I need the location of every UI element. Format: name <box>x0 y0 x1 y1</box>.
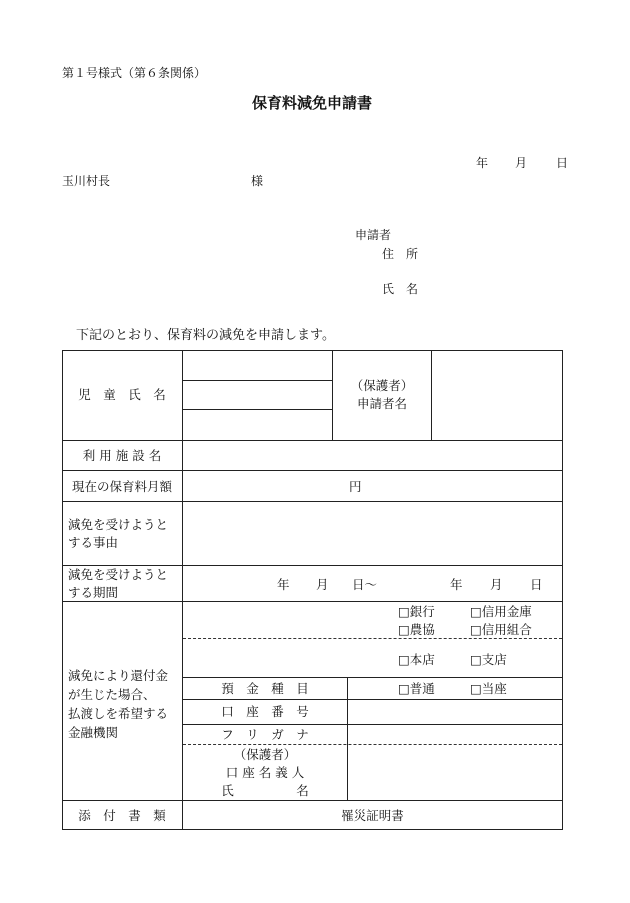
date-day: 日 <box>556 156 569 170</box>
period-label-1: 減免を受けようと <box>68 567 169 582</box>
branch-main-checkbox[interactable]: □本店 <box>398 652 435 667</box>
addressee: 玉川村長 <box>62 174 111 188</box>
intro-text: 下記のとおり、保育料の減免を申請します。 <box>76 328 335 343</box>
account-number-label: 口 座 番 号 <box>221 704 309 719</box>
deposit-type-label: 預 金 種 目 <box>221 681 309 696</box>
bank-label-3: 払渡しを希望する <box>68 706 169 721</box>
bank-label-2: が生じた場合、 <box>68 687 156 702</box>
bank-type-nokyo-checkbox[interactable]: □農協 <box>398 622 435 637</box>
period-year-end: 年 <box>450 577 463 592</box>
furigana-label: フ リ ガ ナ <box>221 727 309 742</box>
bank-label-1: 減免により還付金 <box>68 668 169 683</box>
guardian-label-1: （保護者） <box>350 378 414 393</box>
applicant-address-label: 住 所 <box>382 247 419 261</box>
child-name-label: 児 童 氏 名 <box>78 387 166 402</box>
branch-sub-checkbox[interactable]: □支店 <box>470 652 507 667</box>
current-fee-label: 現在の保育料月額 <box>71 479 172 494</box>
period-day-end: 日 <box>530 577 543 592</box>
period-label-2: する期間 <box>68 585 119 600</box>
facility-label: 利 用 施 設 名 <box>82 448 162 463</box>
reason-label-2: する事由 <box>68 535 119 550</box>
bank-type-shinkumi-checkbox[interactable]: □信用組合 <box>470 622 532 637</box>
honorific: 様 <box>251 174 264 188</box>
yen-unit: 円 <box>349 479 362 494</box>
period-month-start: 月 <box>316 577 329 592</box>
attachment-label: 添 付 書 類 <box>78 808 166 823</box>
applicant-name-label: 氏 名 <box>382 282 419 296</box>
period-day-start: 日～ <box>352 577 378 592</box>
applicant-label: 申請者 <box>355 228 392 242</box>
period-month-end: 月 <box>490 577 503 592</box>
bank-label-4: 金融機関 <box>68 725 119 740</box>
reason-label-1: 減免を受けようと <box>68 517 169 532</box>
deposit-ordinary-checkbox[interactable]: □普通 <box>398 681 435 696</box>
holder-label-2: 口 座 名 義 人 <box>225 765 305 780</box>
date-year: 年 <box>476 156 489 170</box>
attachment-value: 罹災証明書 <box>341 808 404 823</box>
form-number: 第１号様式（第６条関係） <box>62 66 207 80</box>
period-year-start: 年 <box>277 577 290 592</box>
bank-type-shinkin-checkbox[interactable]: □信用金庫 <box>470 604 532 619</box>
guardian-label-2: 申請者名 <box>356 396 407 411</box>
bank-type-bank-checkbox[interactable]: □銀行 <box>398 604 435 619</box>
date-month: 月 <box>515 156 528 170</box>
holder-label-1: （保護者） <box>233 747 297 762</box>
deposit-current-checkbox[interactable]: □当座 <box>470 681 507 696</box>
document-title: 保育料減免申請書 <box>252 94 373 112</box>
holder-label-3: 氏 名 <box>221 783 309 798</box>
